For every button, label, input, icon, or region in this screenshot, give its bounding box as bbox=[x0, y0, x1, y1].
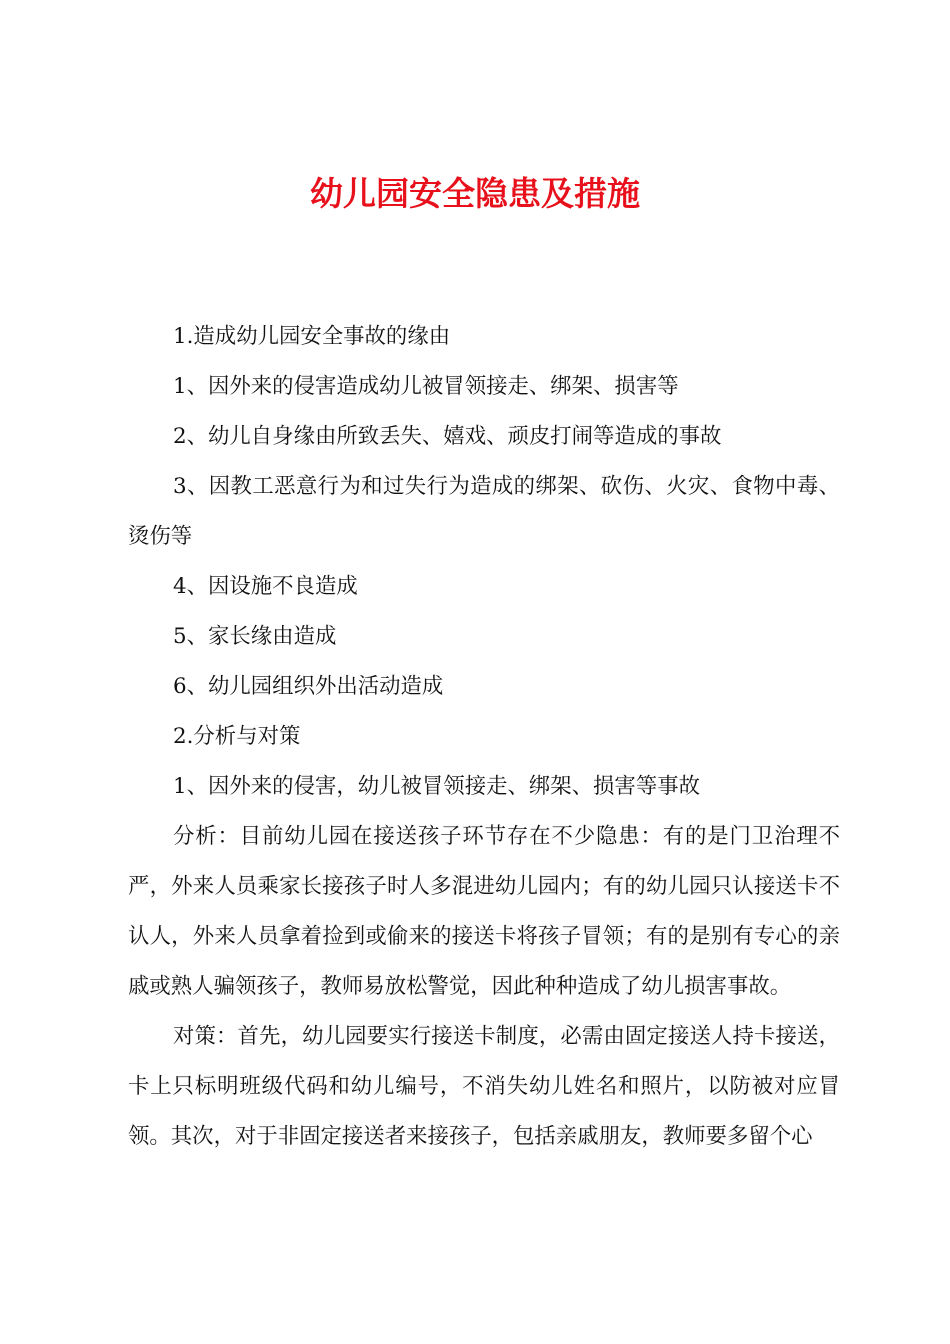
paragraph-section-2-heading: 2.分析与对策 bbox=[173, 724, 301, 749]
paragraph-cause-4: 4、因设施不良造成 bbox=[173, 574, 358, 599]
paragraph-countermeasure: 对策：首先，幼儿园要实行接送卡制度，必需由固定接送人持卡接送，卡上只标明班级代码和幼儿编号，不消失幼儿姓名和照片，以防被对应冒领。其次，对于非固定接送者来接孩子，包括亲戚朋友，教师要多留个心 bbox=[128, 1024, 840, 1149]
paragraph-cause-5: 5、家长缘由造成 bbox=[173, 624, 337, 649]
document-title: 幼儿园安全隐患及措施 bbox=[310, 174, 640, 213]
paragraph-section-1-heading: 1.造成幼儿园安全事故的缘由 bbox=[173, 324, 451, 349]
paragraph-item-1: 1、因外来的侵害，幼儿被冒领接走、绑架、损害等事故 bbox=[173, 774, 700, 799]
paragraph-analysis: 分析：目前幼儿园在接送孩子环节存在不少隐患：有的是门卫治理不严，外来人员乘家长接孩子时人多混进幼儿园内；有的幼儿园只认接送卡不认人，外来人员拿着捡到或偷来的接送卡将孩子冒领；有的是别有专心的亲戚或熟人骗领孩子，教师易放松警觉，因此种种造成了幼儿损害事故。 bbox=[128, 824, 840, 999]
paragraph-cause-6: 6、幼儿园组织外出活动造成 bbox=[173, 674, 444, 699]
paragraph-cause-1: 1、因外来的侵害造成幼儿被冒领接走、绑架、损害等 bbox=[173, 374, 679, 399]
paragraph-cause-2: 2、幼儿自身缘由所致丢失、嬉戏、顽皮打闹等造成的事故 bbox=[173, 424, 722, 449]
paragraph-cause-3: 3、因教工恶意行为和过失行为造成的绑架、砍伤、火灾、食物中毒、烫伤等 bbox=[128, 474, 840, 549]
document-body bbox=[128, 312, 840, 1162]
